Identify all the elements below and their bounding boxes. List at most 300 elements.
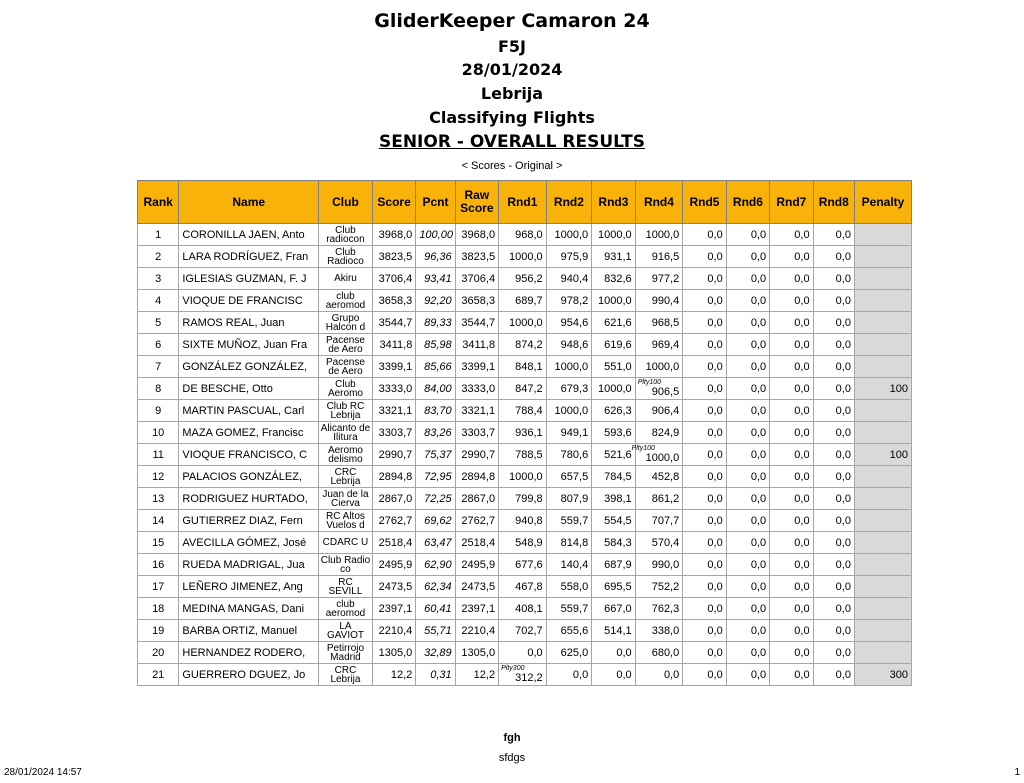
- event-title: GliderKeeper Camaron 24: [374, 10, 650, 32]
- club-cell: Club Radioco: [319, 246, 373, 268]
- penalty-cell: [854, 224, 911, 246]
- round-3-cell: 667,0: [592, 598, 635, 620]
- round-3-cell: 695,5: [592, 576, 635, 598]
- round-3-cell: 931,1: [592, 246, 635, 268]
- pcnt-cell: 62,90: [416, 554, 455, 576]
- penalty-cell: [854, 312, 911, 334]
- round-1-cell: 548,9: [499, 532, 547, 554]
- pcnt-cell: 55,71: [416, 620, 455, 642]
- name-cell: AVECILLA GÓMEZ, José: [179, 532, 319, 554]
- club-cell: Club radiocon: [319, 224, 373, 246]
- score-cell: 3411,8: [372, 334, 415, 356]
- round-6-cell: 0,0: [726, 378, 769, 400]
- round-1-cell: 1000,0: [499, 246, 547, 268]
- round-8-cell: 0,0: [813, 488, 854, 510]
- rank-cell: 8: [138, 378, 179, 400]
- raw-score-cell: 2894,8: [455, 466, 498, 488]
- table-row: [138, 356, 912, 378]
- score-cell: 3544,7: [372, 312, 415, 334]
- round-2-cell: 559,7: [546, 598, 592, 620]
- round-3-cell: 593,6: [592, 422, 635, 444]
- round-4-cell: 990,0: [635, 554, 683, 576]
- round-2-cell: 940,4: [546, 268, 592, 290]
- table-header-row: [138, 181, 912, 224]
- round-8-cell: 0,0: [813, 510, 854, 532]
- penalty-flag-label: Plty100: [637, 378, 662, 386]
- round-8-cell: 0,0: [813, 576, 854, 598]
- table-row: [138, 554, 912, 576]
- round-4-cell: 906,4: [635, 400, 683, 422]
- round-6-cell: 0,0: [726, 356, 769, 378]
- round-5-cell: 0,0: [683, 510, 726, 532]
- round-1-cell: 788,4: [499, 400, 547, 422]
- round-4-cell: 680,0: [635, 642, 683, 664]
- club-cell: club aeromod: [319, 290, 373, 312]
- score-cell: 2473,5: [372, 576, 415, 598]
- penalty-cell: 300: [854, 664, 911, 686]
- round-3-cell: 1000,0: [592, 290, 635, 312]
- club-cell: CDARC U: [319, 532, 373, 554]
- round-5-cell: 0,0: [683, 400, 726, 422]
- table-row: [138, 598, 912, 620]
- round-4-cell: 762,3: [635, 598, 683, 620]
- round-7-cell: 0,0: [770, 510, 813, 532]
- round-5-cell: 0,0: [683, 532, 726, 554]
- rank-cell: 13: [138, 488, 179, 510]
- round-7-cell: 0,0: [770, 664, 813, 686]
- penalty-cell: [854, 422, 911, 444]
- rank-cell: 21: [138, 664, 179, 686]
- round-1-cell: [499, 664, 547, 686]
- rank-cell: 1: [138, 224, 179, 246]
- raw-score-cell: 12,2: [455, 664, 498, 686]
- column-header: Rnd5: [683, 181, 726, 224]
- round-5-cell: 0,0: [683, 356, 726, 378]
- round-7-cell: 0,0: [770, 422, 813, 444]
- round-5-cell: 0,0: [683, 312, 726, 334]
- column-header: Rnd8: [813, 181, 854, 224]
- pcnt-cell: 69,62: [416, 510, 455, 532]
- score-cell: 3706,4: [372, 268, 415, 290]
- round-1-cell: 689,7: [499, 290, 547, 312]
- round-5-cell: 0,0: [683, 444, 726, 466]
- name-cell: MAZA GOMEZ, Francisc: [179, 422, 319, 444]
- penalty-flag: [501, 664, 543, 684]
- table-body: [138, 224, 912, 686]
- name-cell: BARBA ORTIZ, Manuel: [179, 620, 319, 642]
- raw-score-cell: 3333,0: [455, 378, 498, 400]
- name-cell: LEÑERO JIMENEZ, Ang: [179, 576, 319, 598]
- round-8-cell: 0,0: [813, 400, 854, 422]
- round-2-cell: 975,9: [546, 246, 592, 268]
- table-row: [138, 246, 912, 268]
- rank-cell: 6: [138, 334, 179, 356]
- table-row: [138, 444, 912, 466]
- pcnt-cell: 75,37: [416, 444, 455, 466]
- score-cell: 3333,0: [372, 378, 415, 400]
- score-cell: 3968,0: [372, 224, 415, 246]
- penalty-cell: [854, 510, 911, 532]
- round-8-cell: 0,0: [813, 334, 854, 356]
- round-7-cell: 0,0: [770, 642, 813, 664]
- club-cell: club aeromod: [319, 598, 373, 620]
- round-6-cell: 0,0: [726, 334, 769, 356]
- score-cell: 2762,7: [372, 510, 415, 532]
- name-cell: RUEDA MADRIGAL, Jua: [179, 554, 319, 576]
- rank-cell: 5: [138, 312, 179, 334]
- table-row: [138, 532, 912, 554]
- round-4-cell: 990,4: [635, 290, 683, 312]
- round-2-cell: 1000,0: [546, 400, 592, 422]
- round-value: 1000,0: [645, 451, 680, 464]
- round-2-cell: 0,0: [546, 664, 592, 686]
- round-5-cell: 0,0: [683, 488, 726, 510]
- round-4-cell: 452,8: [635, 466, 683, 488]
- round-2-cell: 679,3: [546, 378, 592, 400]
- pcnt-cell: 60,41: [416, 598, 455, 620]
- round-2-cell: 625,0: [546, 642, 592, 664]
- pcnt-cell: 85,98: [416, 334, 455, 356]
- name-cell: RAMOS REAL, Juan: [179, 312, 319, 334]
- raw-score-cell: 3411,8: [455, 334, 498, 356]
- column-header: Rnd6: [726, 181, 769, 224]
- round-3-cell: 1000,0: [592, 224, 635, 246]
- table-row: [138, 268, 912, 290]
- round-7-cell: 0,0: [770, 488, 813, 510]
- pcnt-cell: 32,89: [416, 642, 455, 664]
- rank-cell: 12: [138, 466, 179, 488]
- penalty-cell: [854, 554, 911, 576]
- report-subtitle: < Scores - Original >: [461, 160, 563, 172]
- score-cell: 1305,0: [372, 642, 415, 664]
- club-cell: Club Radio co: [319, 554, 373, 576]
- round-5-cell: 0,0: [683, 334, 726, 356]
- raw-score-cell: 3823,5: [455, 246, 498, 268]
- pcnt-cell: 92,20: [416, 290, 455, 312]
- round-7-cell: 0,0: [770, 598, 813, 620]
- penalty-cell: [854, 356, 911, 378]
- round-8-cell: 0,0: [813, 268, 854, 290]
- round-5-cell: 0,0: [683, 224, 726, 246]
- raw-score-cell: 3706,4: [455, 268, 498, 290]
- round-3-cell: 1000,0: [592, 378, 635, 400]
- penalty-cell: [854, 576, 911, 598]
- round-4-cell: [635, 378, 683, 400]
- round-7-cell: 0,0: [770, 444, 813, 466]
- raw-score-cell: 2518,4: [455, 532, 498, 554]
- round-2-cell: 814,8: [546, 532, 592, 554]
- raw-score-cell: 2762,7: [455, 510, 498, 532]
- round-6-cell: 0,0: [726, 268, 769, 290]
- round-5-cell: 0,0: [683, 466, 726, 488]
- column-header: Rank: [138, 181, 179, 224]
- round-1-cell: 847,2: [499, 378, 547, 400]
- round-5-cell: 0,0: [683, 246, 726, 268]
- table-row: [138, 290, 912, 312]
- round-8-cell: 0,0: [813, 664, 854, 686]
- table-row: [138, 312, 912, 334]
- round-8-cell: 0,0: [813, 378, 854, 400]
- penalty-cell: [854, 642, 911, 664]
- penalty-cell: [854, 620, 911, 642]
- score-cell: 3321,1: [372, 400, 415, 422]
- rank-cell: 18: [138, 598, 179, 620]
- round-6-cell: 0,0: [726, 642, 769, 664]
- round-3-cell: 626,3: [592, 400, 635, 422]
- club-cell: Club Aeromo: [319, 378, 373, 400]
- raw-score-cell: 3321,1: [455, 400, 498, 422]
- round-2-cell: 559,7: [546, 510, 592, 532]
- pcnt-cell: 100,00: [416, 224, 455, 246]
- round-3-cell: 832,6: [592, 268, 635, 290]
- round-1-cell: 940,8: [499, 510, 547, 532]
- pcnt-cell: 72,95: [416, 466, 455, 488]
- raw-score-cell: 2990,7: [455, 444, 498, 466]
- pcnt-cell: 84,00: [416, 378, 455, 400]
- round-2-cell: 140,4: [546, 554, 592, 576]
- column-header: Raw Score: [455, 181, 498, 224]
- round-2-cell: 655,6: [546, 620, 592, 642]
- round-8-cell: 0,0: [813, 532, 854, 554]
- name-cell: GONZÁLEZ GONZÁLEZ,: [179, 356, 319, 378]
- round-1-cell: 467,8: [499, 576, 547, 598]
- round-8-cell: 0,0: [813, 554, 854, 576]
- round-3-cell: 0,0: [592, 664, 635, 686]
- column-header: Rnd3: [592, 181, 635, 224]
- rank-cell: 3: [138, 268, 179, 290]
- club-cell: LA GAVIOT: [319, 620, 373, 642]
- pcnt-cell: 96,36: [416, 246, 455, 268]
- name-cell: IGLESIAS GUZMAN, F. J: [179, 268, 319, 290]
- round-4-cell: 969,4: [635, 334, 683, 356]
- round-3-cell: 784,5: [592, 466, 635, 488]
- round-6-cell: 0,0: [726, 554, 769, 576]
- raw-score-cell: 3968,0: [455, 224, 498, 246]
- rank-cell: 9: [138, 400, 179, 422]
- round-7-cell: 0,0: [770, 268, 813, 290]
- club-cell: Pacense de Aero: [319, 334, 373, 356]
- penalty-cell: 100: [854, 444, 911, 466]
- round-8-cell: 0,0: [813, 290, 854, 312]
- penalty-cell: [854, 466, 911, 488]
- score-cell: 3399,1: [372, 356, 415, 378]
- table-row: [138, 620, 912, 642]
- round-1-cell: 677,6: [499, 554, 547, 576]
- round-4-cell: 707,7: [635, 510, 683, 532]
- table-row: [138, 488, 912, 510]
- round-7-cell: 0,0: [770, 576, 813, 598]
- name-cell: GUERRERO DGUEZ, Jo: [179, 664, 319, 686]
- penalty-cell: [854, 488, 911, 510]
- round-1-cell: 799,8: [499, 488, 547, 510]
- round-2-cell: 1000,0: [546, 356, 592, 378]
- column-header: Rnd1: [499, 181, 547, 224]
- rank-cell: 17: [138, 576, 179, 598]
- rank-cell: 14: [138, 510, 179, 532]
- club-cell: Club RC Lebrija: [319, 400, 373, 422]
- round-4-cell: 824,9: [635, 422, 683, 444]
- rank-cell: 2: [138, 246, 179, 268]
- table-row: [138, 664, 912, 686]
- name-cell: GUTIERREZ DIAZ, Fern: [179, 510, 319, 532]
- round-7-cell: 0,0: [770, 532, 813, 554]
- score-cell: 12,2: [372, 664, 415, 686]
- round-6-cell: 0,0: [726, 400, 769, 422]
- event-class: F5J: [497, 37, 526, 56]
- score-cell: 3303,7: [372, 422, 415, 444]
- rank-cell: 11: [138, 444, 179, 466]
- round-1-cell: 0,0: [499, 642, 547, 664]
- round-4-cell: 1000,0: [635, 224, 683, 246]
- penalty-cell: [854, 598, 911, 620]
- table-row: [138, 400, 912, 422]
- club-cell: CRC Lebrija: [319, 664, 373, 686]
- score-cell: 3823,5: [372, 246, 415, 268]
- name-cell: HERNANDEZ RODERO,: [179, 642, 319, 664]
- round-1-cell: 848,1: [499, 356, 547, 378]
- round-2-cell: 1000,0: [546, 224, 592, 246]
- round-7-cell: 0,0: [770, 246, 813, 268]
- round-6-cell: 0,0: [726, 422, 769, 444]
- round-3-cell: 398,1: [592, 488, 635, 510]
- round-2-cell: 780,6: [546, 444, 592, 466]
- round-1-cell: 874,2: [499, 334, 547, 356]
- round-6-cell: 0,0: [726, 532, 769, 554]
- round-8-cell: 0,0: [813, 642, 854, 664]
- round-2-cell: 948,6: [546, 334, 592, 356]
- round-4-cell: 752,2: [635, 576, 683, 598]
- pcnt-cell: 85,66: [416, 356, 455, 378]
- round-1-cell: 1000,0: [499, 312, 547, 334]
- penalty-cell: [854, 290, 911, 312]
- score-cell: 2210,4: [372, 620, 415, 642]
- round-4-cell: 916,5: [635, 246, 683, 268]
- round-5-cell: 0,0: [683, 642, 726, 664]
- round-2-cell: 949,1: [546, 422, 592, 444]
- round-6-cell: 0,0: [726, 224, 769, 246]
- club-cell: CRC Lebrija: [319, 466, 373, 488]
- name-cell: LARA RODRÍGUEZ, Fran: [179, 246, 319, 268]
- round-7-cell: 0,0: [770, 224, 813, 246]
- table-row: [138, 334, 912, 356]
- round-5-cell: 0,0: [683, 620, 726, 642]
- club-cell: Alicanto de Ilitura: [319, 422, 373, 444]
- round-1-cell: 936,1: [499, 422, 547, 444]
- footer-line-1: fgh: [503, 732, 521, 744]
- round-5-cell: 0,0: [683, 554, 726, 576]
- rank-cell: 4: [138, 290, 179, 312]
- round-7-cell: 0,0: [770, 400, 813, 422]
- penalty-cell: 100: [854, 378, 911, 400]
- round-3-cell: 554,5: [592, 510, 635, 532]
- round-3-cell: 0,0: [592, 642, 635, 664]
- round-6-cell: 0,0: [726, 598, 769, 620]
- round-2-cell: 558,0: [546, 576, 592, 598]
- round-6-cell: 0,0: [726, 510, 769, 532]
- event-phase: Classifying Flights: [429, 108, 595, 127]
- round-4-cell: 977,2: [635, 268, 683, 290]
- table-row: [138, 576, 912, 598]
- penalty-flag-label: Plty300: [501, 664, 525, 672]
- round-2-cell: 657,5: [546, 466, 592, 488]
- raw-score-cell: 3303,7: [455, 422, 498, 444]
- penalty-cell: [854, 334, 911, 356]
- rank-cell: 10: [138, 422, 179, 444]
- column-header: Score: [372, 181, 415, 224]
- round-4-cell: 338,0: [635, 620, 683, 642]
- round-4-cell: 570,4: [635, 532, 683, 554]
- pcnt-cell: 63,47: [416, 532, 455, 554]
- round-7-cell: 0,0: [770, 356, 813, 378]
- club-cell: Akiru: [319, 268, 373, 290]
- round-2-cell: 954,6: [546, 312, 592, 334]
- round-6-cell: 0,0: [726, 620, 769, 642]
- name-cell: MARTIN PASCUAL, Carl: [179, 400, 319, 422]
- rank-cell: 19: [138, 620, 179, 642]
- pcnt-cell: 83,26: [416, 422, 455, 444]
- footer-line-2: sfdgs: [498, 752, 526, 764]
- table-row: [138, 510, 912, 532]
- round-6-cell: 0,0: [726, 488, 769, 510]
- round-5-cell: 0,0: [683, 576, 726, 598]
- raw-score-cell: 2473,5: [455, 576, 498, 598]
- name-cell: MEDINA MANGAS, Dani: [179, 598, 319, 620]
- raw-score-cell: 3544,7: [455, 312, 498, 334]
- club-cell: Grupo Halcon d: [319, 312, 373, 334]
- round-3-cell: 619,6: [592, 334, 635, 356]
- score-cell: 2518,4: [372, 532, 415, 554]
- penalty-cell: [854, 246, 911, 268]
- round-1-cell: 956,2: [499, 268, 547, 290]
- raw-score-cell: 3399,1: [455, 356, 498, 378]
- round-value: 906,5: [651, 385, 680, 398]
- penalty-flag: [637, 378, 680, 398]
- name-cell: PALACIOS GONZÁLEZ,: [179, 466, 319, 488]
- score-cell: 3658,3: [372, 290, 415, 312]
- round-3-cell: 551,0: [592, 356, 635, 378]
- round-5-cell: 0,0: [683, 664, 726, 686]
- rank-cell: 7: [138, 356, 179, 378]
- table-row: [138, 378, 912, 400]
- round-7-cell: 0,0: [770, 554, 813, 576]
- round-5-cell: 0,0: [683, 268, 726, 290]
- club-cell: RC SEVILL: [319, 576, 373, 598]
- round-8-cell: 0,0: [813, 422, 854, 444]
- round-5-cell: 0,0: [683, 290, 726, 312]
- round-6-cell: 0,0: [726, 664, 769, 686]
- penalty-cell: [854, 268, 911, 290]
- round-3-cell: 687,9: [592, 554, 635, 576]
- score-cell: 2495,9: [372, 554, 415, 576]
- round-6-cell: 0,0: [726, 290, 769, 312]
- round-6-cell: 0,0: [726, 576, 769, 598]
- round-7-cell: 0,0: [770, 378, 813, 400]
- results-table: [137, 180, 912, 686]
- club-cell: Juan de la Cierva: [319, 488, 373, 510]
- name-cell: VIOQUE DE FRANCISC: [179, 290, 319, 312]
- round-2-cell: 807,9: [546, 488, 592, 510]
- table-row: [138, 642, 912, 664]
- table-row: [138, 466, 912, 488]
- rank-cell: 20: [138, 642, 179, 664]
- penalty-flag-label: Plty100: [631, 444, 655, 452]
- score-cell: 2894,8: [372, 466, 415, 488]
- pcnt-cell: 72,25: [416, 488, 455, 510]
- raw-score-cell: 2495,9: [455, 554, 498, 576]
- round-3-cell: 514,1: [592, 620, 635, 642]
- round-4-cell: 1000,0: [635, 356, 683, 378]
- column-header: Pcnt: [416, 181, 455, 224]
